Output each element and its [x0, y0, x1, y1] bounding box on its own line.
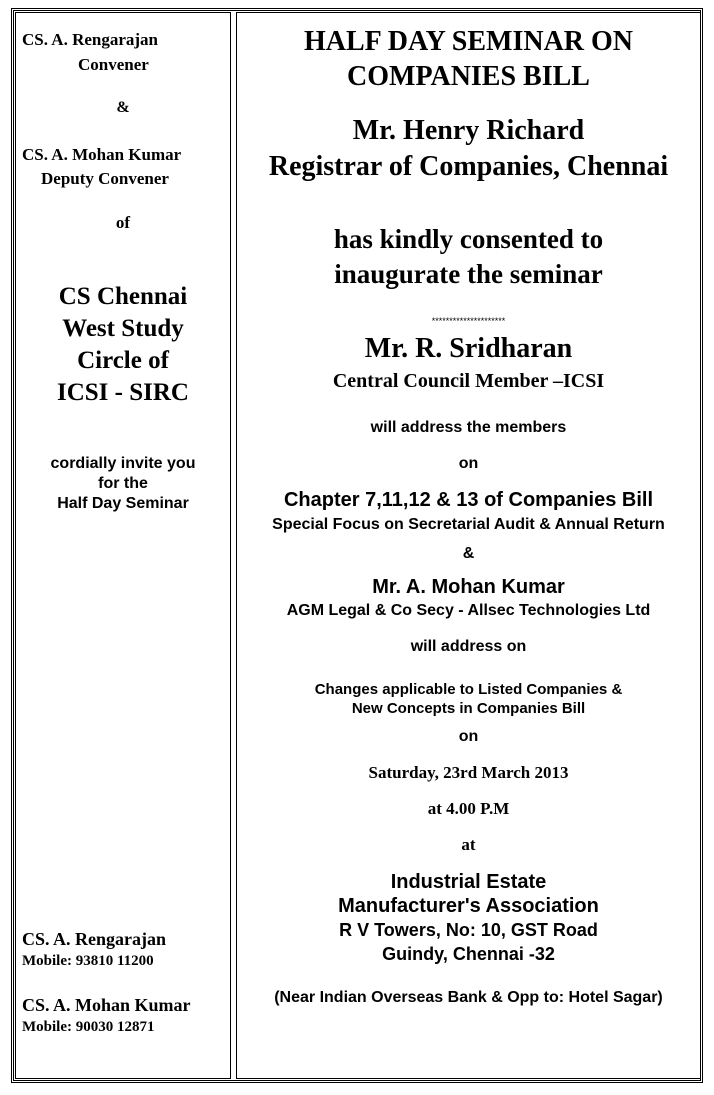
convener-name: CS. A. Rengarajan — [22, 30, 159, 49]
title-line: HALF DAY SEMINAR ON — [303, 26, 634, 57]
venue-landmark: (Near Indian Overseas Bank & Opp to: Hotel Sagar) — [274, 989, 663, 1006]
on-label: on — [458, 455, 479, 472]
circle-line: West Study — [62, 315, 184, 342]
topic1-subtitle: Special Focus on Secretarial Audit & Annual Return — [272, 516, 665, 533]
invite-line: cordially invite you — [50, 455, 196, 472]
circle-line: ICSI - SIRC — [57, 379, 189, 406]
deputy-convener-name: CS. A. Mohan Kumar — [22, 145, 182, 164]
seminar-time: at 4.00 P.M — [427, 799, 510, 818]
venue — [236, 870, 701, 966]
seminar-title — [236, 24, 701, 94]
venue-line: Guindy, Chennai -32 — [382, 944, 555, 964]
guest-line: Registrar of Companies, Chennai — [268, 151, 669, 182]
speaker1-name: Mr. R. Sridharan — [364, 333, 573, 364]
ampersand: & — [462, 545, 475, 562]
consent-text — [236, 222, 701, 292]
speaker2-name: Mr. A. Mohan Kumar — [372, 576, 565, 598]
deputy-convener-role: Deputy Convener — [41, 169, 169, 188]
of-label: of — [115, 213, 131, 232]
contact-name: CS. A. Mohan Kumar — [22, 995, 191, 1015]
contact-mobile: Mobile: 93810 11200 — [22, 953, 154, 969]
topic2 — [236, 680, 701, 718]
invite-line: for the — [98, 475, 148, 492]
topic2-line: New Concepts in Companies Bill — [351, 700, 586, 717]
seminar-date: Saturday, 23rd March 2013 — [368, 763, 569, 782]
address-members: will address the members — [370, 419, 567, 436]
circle-line: CS Chennai — [58, 283, 188, 310]
star-divider: ********************* — [431, 316, 506, 326]
consent-line: has kindly consented to — [333, 224, 604, 254]
study-circle-name — [14, 281, 232, 409]
consent-line: inaugurate the seminar — [334, 259, 603, 289]
guest-line: Mr. Henry Richard — [352, 115, 585, 146]
topic2-line: Changes applicable to Listed Companies & — [314, 681, 623, 698]
circle-line: Circle of — [77, 347, 169, 374]
on-label: on — [458, 728, 479, 745]
topic1: Chapter 7,11,12 & 13 of Companies Bill — [283, 489, 653, 511]
at-label: at — [461, 835, 476, 854]
contact-mobile: Mobile: 90030 12871 — [22, 1019, 155, 1035]
address-on: will address on — [410, 638, 527, 655]
venue-line: Industrial Estate — [390, 871, 547, 893]
convener-role: Convener — [78, 55, 149, 74]
invite-line: Half Day Seminar — [57, 495, 189, 512]
ampersand: & — [116, 99, 130, 116]
invite-text — [14, 454, 232, 514]
venue-line: R V Towers, No: 10, GST Road — [339, 920, 598, 940]
chief-guest — [236, 113, 701, 185]
speaker2-title: AGM Legal & Co Secy - Allsec Technologies Ltd — [286, 602, 651, 619]
contact-name: CS. A. Rengarajan — [22, 929, 167, 949]
speaker1-title: Central Council Member –ICSI — [332, 370, 605, 392]
title-line: COMPANIES BILL — [347, 61, 590, 92]
venue-line: Manufacturer's Association — [338, 895, 599, 917]
